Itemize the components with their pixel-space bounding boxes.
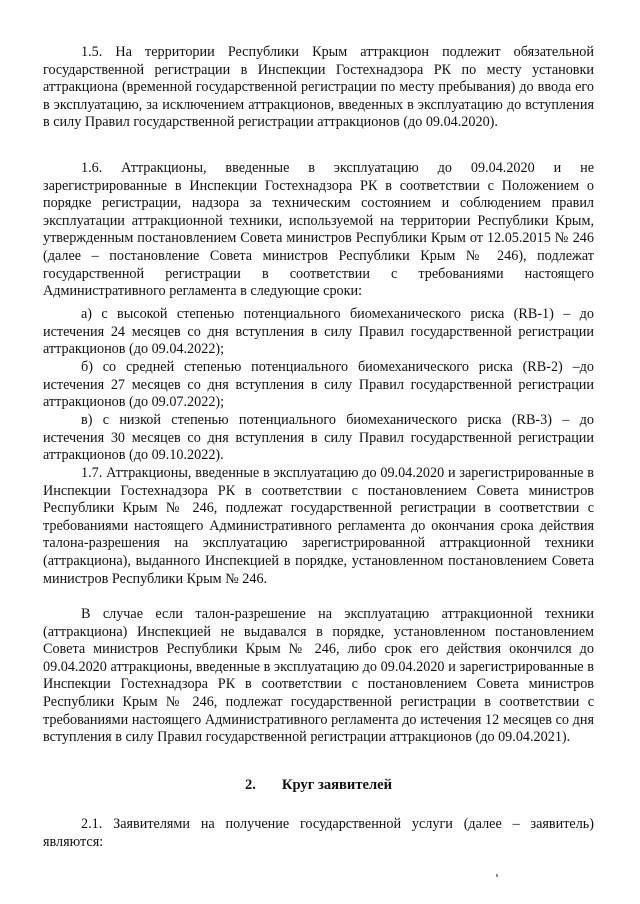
paragraph-1-6: 1.6. Аттракционы, введенные в эксплуатацию до 09.04.2020 и не зарегистрированные в Инспекции Гостехнадзора РК в соответствии с Положением о порядке регистрации, надзора за техническим состоянием и соблюдением правил эксплуатации аттракционной техники, используемой на территории Республики Крым, утвержденным постановлением Совета министров Республики Крым от 12.05.2015 № 246 (далее – постановление Совета министров Республики Крым № 246), подлежат государственной регистрации в соответствии с требованиями настоящего Административного регламента в следующие сроки: xyxy=(43,160,594,300)
section-heading xyxy=(43,776,594,794)
list-item-b: б) со средней степенью потенциального биомеханического риска (RB-2) –до истечения 27 месяцев со дня вступления в силу Правил государственной регистрации аттракционов (до 09.07.2022); xyxy=(43,359,594,411)
section-number: 2. xyxy=(244,777,256,793)
scan-speck xyxy=(496,874,498,877)
paragraph-1-5: 1.5. На территории Республики Крым аттракцион подлежит обязательной государственной регистрации в Инспекции Гостехнадзора РК по месту установки аттракциона (временной государственной регистрации по месту пребывания) до ввода его в эксплуатацию, за исключением аттракционов, введенных в эксплуатацию до вступления в силу Правил государственной регистрации аттракционов (до 09.04.2020). xyxy=(43,44,594,131)
paragraph-2-1: 2.1. Заявителями на получение государственной услуги (далее – заявитель) являются: xyxy=(43,816,594,850)
paragraph-case: В случае если талон-разрешение на эксплуатацию аттракционной техники (аттракциона) Инспекцией не выдавался в порядке, установленном постановлением Совета министров Республики Крым № 246, либо срок его действия окончился до 09.04.2020 аттракционы, введенные в эксплуатацию до 09.04.2020 и зарегистрированные в Инспекции Гостехнадзора РК в соответствии с постановлением Совета министров Республики Крым № 246, подлежат государственной регистрации в соответствии с требованиями настоящего Административного регламента до истечения 12 месяцев со дня вступления в силу Правил государственной регистрации аттракционов (до 09.04.2021). xyxy=(43,606,594,746)
list-item-c: в) с низкой степенью потенциального биомеханического риска (RB-3) – до истечения 30 месяцев со дня вступления в силу Правил государственной регистрации аттракционов (до 09.10.2022). xyxy=(43,412,594,464)
paragraph-1-7: 1.7. Аттракционы, введенные в эксплуатацию до 09.04.2020 и зарегистрированные в Инспекции Гостехнадзора РК в соответствии с постановлением Совета министров Республики Крым № 246, подлежат государственной регистрации в соответствии с требованиями настоящего Административного регламента до окончания срока действия талона-разрешения на эксплуатацию зарегистрированной аттракционной техники (аттракциона), выданного Инспекцией в порядке, установленном постановлением Совета министров Республики Крым № 246. xyxy=(43,465,594,587)
section-title: Круг заявителей xyxy=(281,777,393,793)
list-item-a: а) с высокой степенью потенциального биомеханического риска (RB-1) – до истечения 24 месяцев со дня вступления в силу Правил государственной регистрации аттракционов (до 09.04.2022); xyxy=(43,306,594,358)
